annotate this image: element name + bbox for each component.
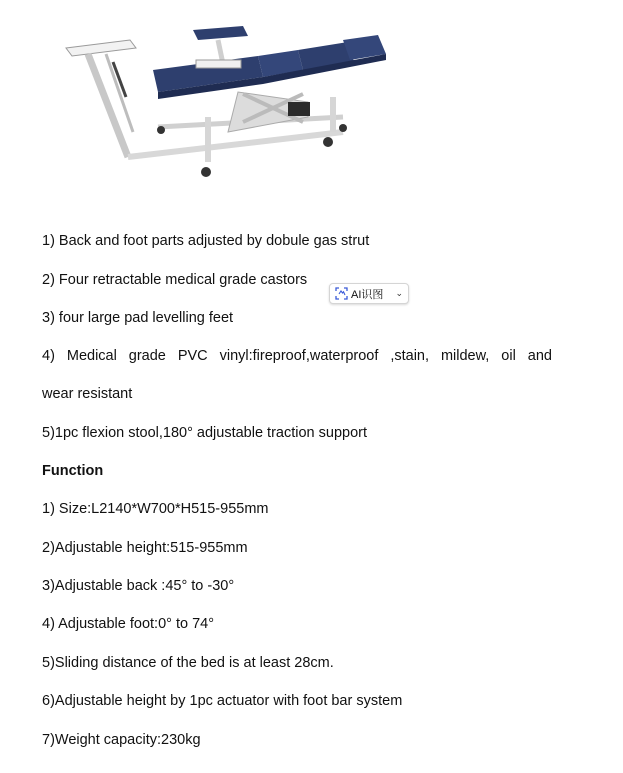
- line4-word: 4): [42, 348, 55, 364]
- feature-line-4-cont: wear resistant: [42, 386, 133, 402]
- line4-word: vinyl:fireproof,waterproof: [219, 348, 379, 364]
- line4-word: PVC: [177, 348, 208, 364]
- function-line-1: 1) Size:L2140*W700*H515-955mm: [42, 501, 269, 517]
- function-line-5: 5)Sliding distance of the bed is at least 28cm.: [42, 655, 334, 671]
- feature-line-3: 3) four large pad levelling feet: [42, 310, 234, 326]
- line4-word: oil: [501, 348, 516, 364]
- scan-icon: [335, 287, 348, 300]
- function-line-6: 6)Adjustable height by 1pc actuator with foot bar system: [42, 693, 403, 709]
- function-line-4: 4) Adjustable foot:0° to 74°: [42, 616, 215, 632]
- feature-line-2: 2) Four retractable medical grade castors: [42, 272, 308, 288]
- product-image: [58, 22, 398, 192]
- ai-recognize-label: AI识图: [351, 288, 384, 301]
- feature-line-1: 1) Back and foot parts adjusted by dobule gas strut: [42, 233, 370, 249]
- line4-word: grade: [128, 348, 166, 364]
- feature-line-5: 5)1pc flexion stool,180° adjustable traction support: [42, 425, 367, 441]
- line4-word: and: [527, 348, 552, 364]
- function-line-2: 2)Adjustable height:515-955mm: [42, 540, 248, 556]
- chevron-down-icon[interactable]: ⌄: [395, 288, 403, 298]
- feature-line-4: [42, 347, 552, 365]
- function-heading: Function: [42, 463, 104, 479]
- line4-word: ,stain,: [390, 348, 430, 364]
- function-line-7: 7)Weight capacity:230kg: [42, 732, 201, 748]
- line4-word: Medical: [66, 348, 117, 364]
- line4-word: mildew,: [440, 348, 490, 364]
- ai-recognize-button[interactable]: [329, 283, 409, 304]
- function-line-3: 3)Adjustable back :45° to -30°: [42, 578, 235, 594]
